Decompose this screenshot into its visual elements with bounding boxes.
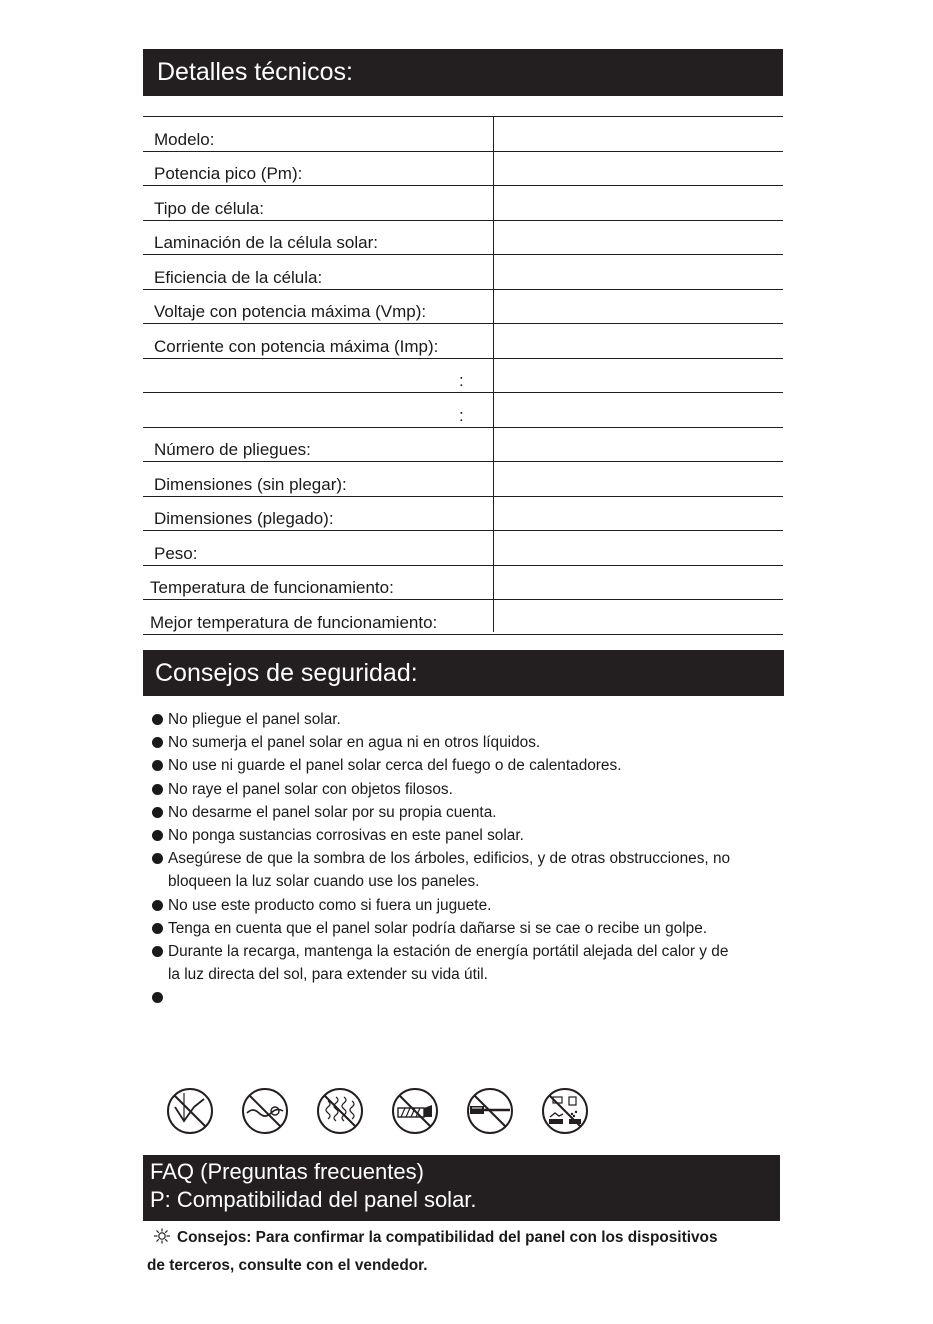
spec-row — [143, 117, 783, 152]
spec-table — [143, 116, 783, 635]
spec-label: Peso: — [154, 543, 198, 563]
safety-tip — [150, 708, 780, 731]
spec-row — [143, 393, 783, 428]
bullet-icon — [152, 784, 163, 795]
safety-tip — [150, 847, 780, 893]
bullet-icon — [152, 900, 163, 911]
spec-label: Modelo: — [154, 129, 215, 149]
no-folding-icon — [166, 1087, 214, 1135]
faq-tip-line2: de terceros, consulte con el vendedor. — [147, 1257, 428, 1274]
sun-icon — [153, 1228, 171, 1244]
bullet-icon — [152, 737, 163, 748]
safety-tip — [150, 778, 780, 801]
faq-tip-line1: Consejos: Para confirmar la compatibilidad del panel con los dispositivos — [177, 1229, 718, 1246]
spec-colon: : — [459, 405, 464, 425]
safety-tip-text: bloqueen la luz solar cuando use los paneles. — [168, 873, 480, 891]
spec-label: Potencia pico (Pm): — [154, 164, 303, 183]
spec-row — [143, 600, 783, 635]
safety-tip-text: la luz directa del sol, para extender su vida útil. — [168, 966, 488, 984]
safety-tip-text: No desarme el panel solar por su propia cuenta. — [168, 803, 497, 821]
safety-tip-text: No use este producto como si fuera un juguete. — [168, 896, 492, 914]
spec-row — [143, 186, 783, 221]
spec-row — [143, 290, 783, 325]
safety-tip-text: Durante la recarga, mantenga la estación de energía portátil alejada del calor y de — [168, 943, 729, 961]
safety-tip-text: No use ni guarde el panel solar cerca del fuego o de calentadores. — [168, 757, 622, 775]
bullet-icon — [152, 992, 163, 1003]
safety-tip — [150, 754, 780, 777]
safety-tip — [150, 894, 780, 917]
faq-question: P: Compatibilidad del panel solar. — [150, 1187, 477, 1212]
safety-tips-list — [150, 708, 780, 1009]
spec-colon: : — [459, 371, 464, 390]
bullet-icon — [152, 946, 163, 957]
spec-row — [143, 152, 783, 187]
safety-tip-text: No ponga sustancias corrosivas en este panel solar. — [168, 827, 524, 845]
no-sharp-objects-icon — [391, 1087, 439, 1135]
bullet-icon — [152, 714, 163, 725]
table-divider — [493, 117, 494, 632]
bullet-icon — [152, 923, 163, 934]
no-disassembly-icon — [466, 1087, 514, 1135]
safety-tip-text: No sumerja el panel solar en agua ni en otros líquidos. — [168, 734, 541, 752]
spec-label: Eficiencia de la célula: — [154, 267, 323, 287]
spec-row — [143, 359, 783, 394]
technical-details-header — [143, 49, 783, 96]
safety-tip — [150, 801, 780, 824]
spec-row — [143, 531, 783, 566]
safety-tip — [150, 917, 780, 940]
spec-row — [143, 221, 783, 256]
bullet-icon — [152, 807, 163, 818]
spec-label: Temperatura de funcionamiento: — [150, 578, 394, 597]
safety-tip — [150, 731, 780, 754]
bullet-icon — [152, 853, 163, 864]
spec-row — [143, 324, 783, 359]
spec-label: Corriente con potencia máxima (Imp): — [154, 336, 439, 356]
spec-row — [143, 428, 783, 463]
bullet-icon — [152, 830, 163, 841]
safety-tip-text — [168, 986, 780, 1009]
spec-label: Laminación de la célula solar: — [154, 233, 378, 252]
faq-header — [143, 1155, 780, 1221]
faq-tip — [147, 1224, 787, 1280]
spec-label: Dimensiones (sin plegar): — [154, 474, 347, 494]
spec-label: Voltaje con potencia máxima (Vmp): — [154, 302, 427, 321]
spec-row — [143, 497, 783, 532]
safety-tip-text: No raye el panel solar con objetos filosos. — [168, 780, 453, 798]
safety-tip-text: No pliegue el panel solar. — [168, 711, 341, 728]
spec-row — [143, 566, 783, 601]
spec-row — [143, 462, 783, 497]
spec-label: Mejor temperatura de funcionamiento: — [150, 612, 438, 632]
safety-icons — [166, 1087, 596, 1137]
faq-title: FAQ (Preguntas frecuentes) — [150, 1159, 424, 1184]
bullet-icon — [152, 760, 163, 771]
safety-tip-text: Asegúrese de que la sombra de los árboles, edificios, y de otras obstrucciones, no — [168, 850, 731, 868]
spec-label: Número de pliegues: — [154, 440, 311, 459]
spec-label: Dimensiones (plegado): — [154, 509, 334, 528]
safety-tip — [150, 986, 780, 1009]
spec-row — [143, 255, 783, 290]
safety-tip-text: Tenga en cuenta que el panel solar podría dañarse si se cae o recibe un golpe. — [168, 919, 708, 937]
safety-tip — [150, 824, 780, 847]
technical-details-title: Detalles técnicos: — [157, 58, 353, 86]
no-corrosive-icon — [541, 1087, 589, 1135]
safety-header — [143, 650, 784, 696]
no-heat-icon — [316, 1087, 364, 1135]
safety-tip — [150, 940, 780, 986]
safety-title: Consejos de seguridad: — [155, 659, 418, 687]
spec-label: Tipo de célula: — [154, 198, 264, 218]
no-water-icon — [241, 1087, 289, 1135]
